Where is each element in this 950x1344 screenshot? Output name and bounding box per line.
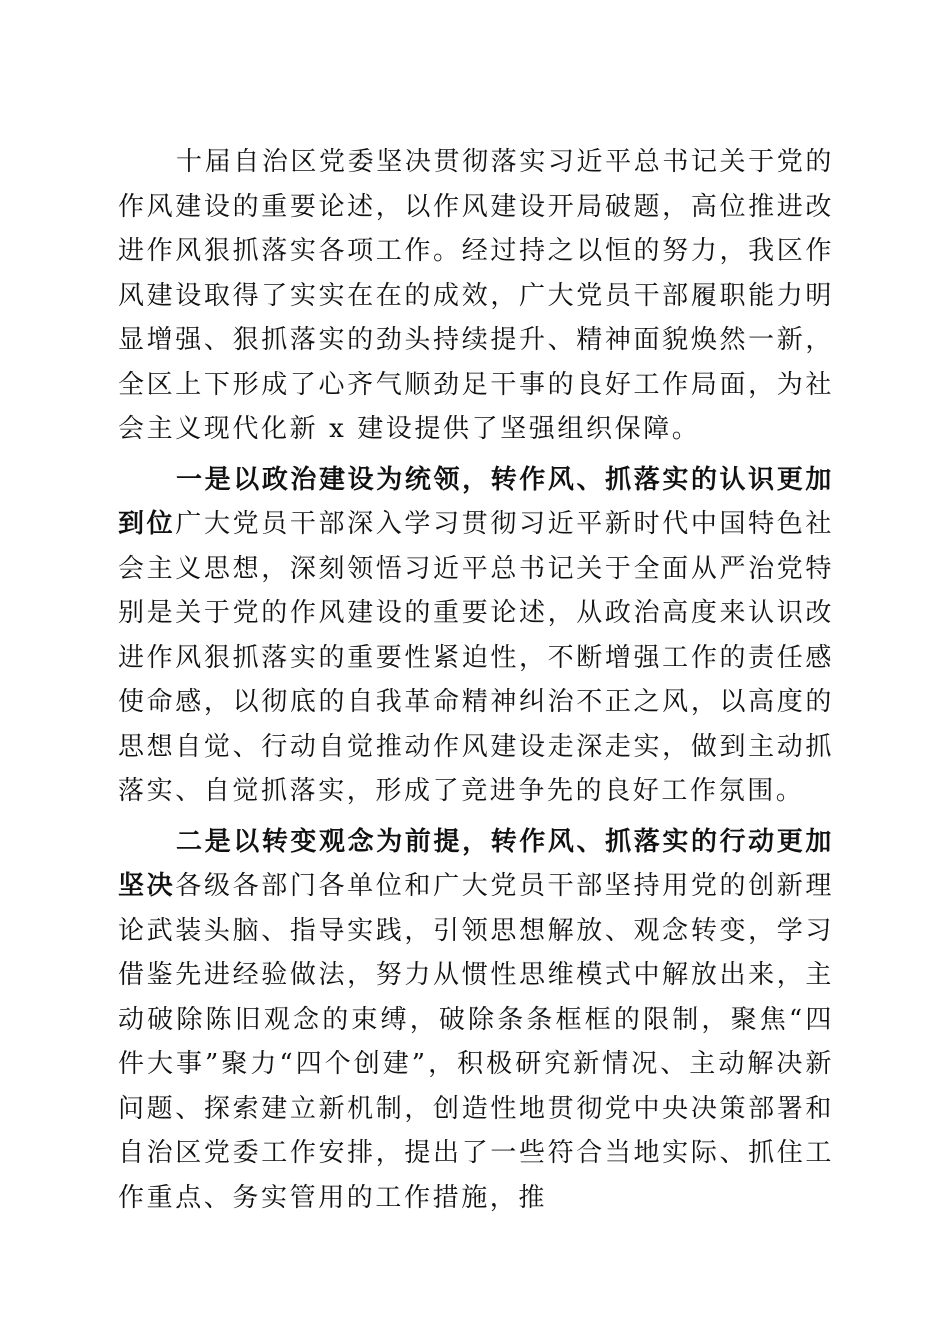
paragraph-point-one-text: 广大党员干部深入学习贯彻习近平新时代中国特色社会主义思想，深刻领悟习近平总书记关于全面从严治党特别是关于党的作风建设的重要论述，从政治高度来认识改进作风狠抓落实的重要性紧迫性，不断增强工作的责任感使命感，以彻底的自我革命精神纠治不正之风，以高度的思想自觉、行动自觉推动作风建设走深走实，做到主动抓落实、自觉抓落实，形成了竞进争先的良好工作氛围。 [118,509,834,806]
paragraph-intro-text: 十届自治区党委坚决贯彻落实习近平总书记关于党的作风建设的重要论述，以作风建设开局破题，高位推进改进作风狠抓落实各项工作。经过持之以恒的努力，我区作风建设取得了实实在在的成效，广大党员干部履职能力明显增强、狠抓落实的劲头持续提升、精神面貌焕然一新，全区上下形成了心齐气顺劲足干事的良好工作局面，为社会主义现代化新 x 建设提供了坚强组织保障。 [118,147,834,444]
paragraph-point-one [118,458,834,814]
paragraph-intro [118,140,834,452]
document-page [118,140,834,1220]
paragraph-point-two-heading: 二是以转变观念为前提，转作风、抓落实的行动更加坚决 [118,826,834,901]
paragraph-point-two [118,820,834,1221]
paragraph-point-two-text: 各级各部门各单位和广大党员干部坚持用党的创新理论武装头脑、指导实践，引领思想解放、观念转变，学习借鉴先进经验做法，努力从惯性思维模式中解放出来，主动破除陈旧观念的束缚，破除条条框框的限制，聚焦“四件大事”聚力“四个创建”，积极研究新情况、主动解决新问题、探索建立新机制，创造性地贯彻党中央决策部署和自治区党委工作安排，提出了一些符合当地实际、抓住工作重点、务实管用的工作措施，推 [118,871,834,1213]
paragraph-point-one-heading: 一是以政治建设为统领，转作风、抓落实的认识更加到位 [118,464,834,539]
